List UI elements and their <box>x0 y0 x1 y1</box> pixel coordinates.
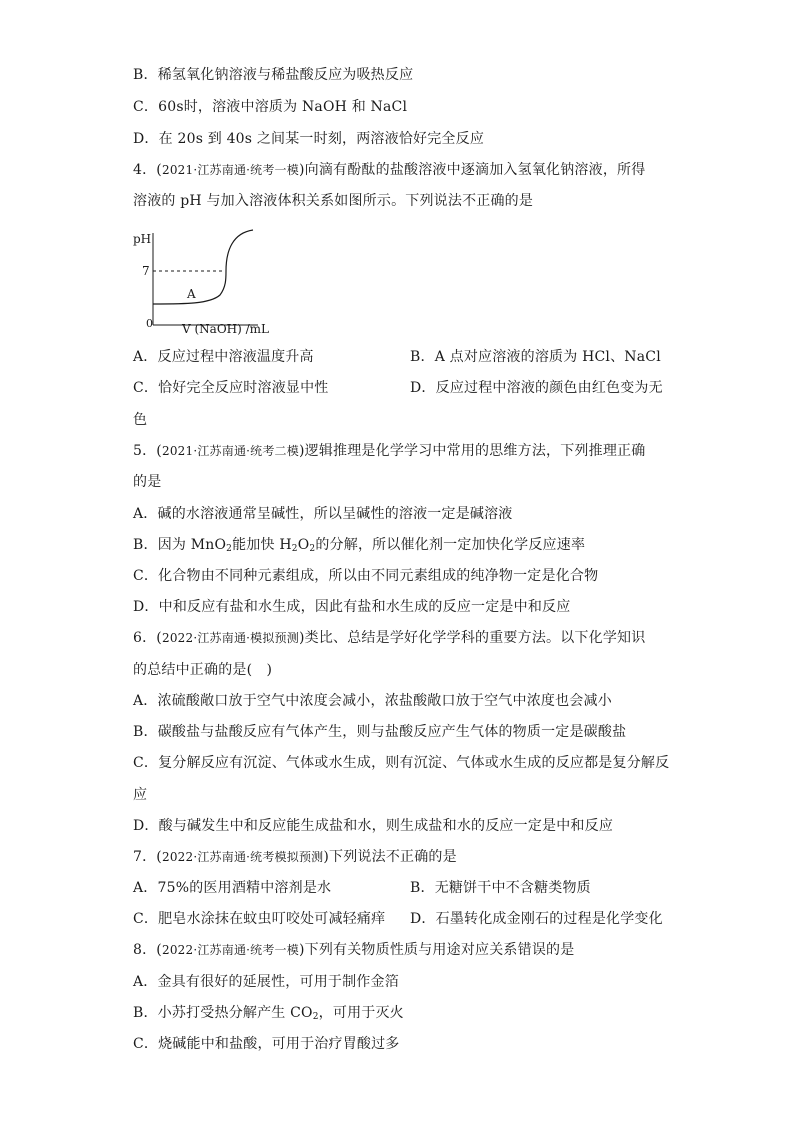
q6-option-c-wrap: 应 <box>133 787 148 803</box>
q5-option-b-text: 的分解，所以催化剂一定加快化学反应速率 <box>315 537 586 553</box>
q4-options-row1 <box>133 348 661 366</box>
q7-option-c: C．肥皂水涂抹在蚊虫叮咬处可减轻痛痒 <box>133 911 386 927</box>
q5-source: 2021·江苏南通·统考二模 <box>161 444 299 458</box>
q6-option-c: C．复分解反应有沉淀、气体或水生成，则有沉淀、气体或水生成的反应都是复分解反 <box>133 755 670 771</box>
q7-source: 2022·江苏南通·统考模拟预测 <box>161 850 324 864</box>
y-axis-label: pH <box>133 232 152 246</box>
q5-stem-line2: 的是 <box>133 474 162 490</box>
q6-option-a: A．浓硫酸敞口放于空气中浓度会减小，浓盐酸敞口放于空气中浓度也会减小 <box>133 693 612 709</box>
q7-stem-text: )下列说法不正确的是 <box>323 849 457 865</box>
q4-option-a: A．反应过程中溶液温度升高 <box>133 349 314 365</box>
point-a-label: A <box>187 287 196 301</box>
ph-curve <box>153 230 253 304</box>
q8-source: 2022·江苏南通·统考一模 <box>161 943 299 957</box>
subscript: 2 <box>226 544 233 554</box>
q5-option-b <box>133 536 585 554</box>
q7-options-row1 <box>133 879 591 897</box>
q5-option-b-text: O <box>297 537 310 553</box>
origin-label: 0 <box>146 317 153 330</box>
q4-stem-line2: 溶液的 pH 与加入溶液体积关系如图所示。下列说法不正确的是 <box>133 193 534 209</box>
q5-stem-line1 <box>133 442 645 460</box>
q3-option-d: D．在 20s 到 40s 之间某一时刻，两溶液恰好完全反应 <box>133 131 485 147</box>
q4-options-row2 <box>133 379 663 397</box>
q8-stem <box>133 941 574 959</box>
q7-option-a: A．75%的医用酒精中溶剂是水 <box>133 880 332 896</box>
q7-option-b: B．无糖饼干中不含糖类物质 <box>410 880 591 896</box>
q4-option-c: C．恰好完全反应时溶液显中性 <box>133 380 329 396</box>
q7-option-d: D．石墨转化成金刚石的过程是化学变化 <box>410 911 663 927</box>
q6-number: 6．( <box>133 630 162 646</box>
q4-option-b: B．A 点对应溶液的溶质为 HCl、NaCl <box>410 349 661 365</box>
q8-option-b <box>133 1004 404 1022</box>
ph-curve-chart <box>130 225 290 340</box>
q3-option-c: C．60s时，溶液中溶质为 NaOH 和 NaCl <box>133 99 408 115</box>
q6-stem-text1: )类比、总结是学好化学学科的重要方法。以下化学知识 <box>298 630 646 646</box>
y-tick-7: 7 <box>142 264 150 278</box>
subscript: 2 <box>309 544 316 554</box>
q7-stem <box>133 848 457 866</box>
q4-source: 2021·江苏南通·统考一模 <box>161 163 299 177</box>
q6-stem-line1 <box>133 629 645 647</box>
q4-option-d: D．反应过程中溶液的颜色由红色变为无 <box>410 380 663 396</box>
q4-option-d-wrap: 色 <box>133 412 148 428</box>
q5-option-c: C．化合物由不同种元素组成，所以由不同元素组成的纯净物一定是化合物 <box>133 568 599 584</box>
x-axis-label: V (NaOH) /mL <box>182 322 270 336</box>
q5-option-d: D．中和反应有盐和水生成，因此有盐和水生成的反应一定是中和反应 <box>133 599 571 615</box>
q5-stem-text1: )逻辑推理是化学学习中常用的思维方法，下列推理正确 <box>298 443 646 459</box>
q8-option-b-text: ，可用于灭火 <box>318 1005 404 1021</box>
q4-number: 4．( <box>133 162 162 178</box>
q6-source: 2022·江苏南通·模拟预测 <box>161 631 299 645</box>
q8-stem-text: )下列有关物质性质与用途对应关系错误的是 <box>298 942 575 958</box>
q8-option-c: C．烧碱能中和盐酸，可用于治疗胃酸过多 <box>133 1036 400 1052</box>
q3-option-b: B．稀氢氧化钠溶液与稀盐酸反应为吸热反应 <box>133 67 414 83</box>
q7-number: 7．( <box>133 849 162 865</box>
q6-option-d: D．酸与碱发生中和反应能生成盐和水，则生成盐和水的反应一定是中和反应 <box>133 818 614 834</box>
q5-option-b-text: 能加快 H <box>232 537 292 553</box>
q6-stem-line2: 的总结中正确的是( ) <box>133 662 273 678</box>
q5-number: 5．( <box>133 443 162 459</box>
subscript: 2 <box>312 1012 319 1022</box>
q8-option-b-text: B．小苏打受热分解产生 CO <box>133 1005 313 1021</box>
q7-options-row2 <box>133 910 663 928</box>
q8-number: 8．( <box>133 942 162 958</box>
q4-stem-text1: )向滴有酚酞的盐酸溶液中逐滴加入氢氧化钠溶液，所得 <box>298 162 646 178</box>
q4-stem-line1 <box>133 161 645 179</box>
q6-option-b: B．碳酸盐与盐酸反应有气体产生，则与盐酸反应产生气体的物质一定是碳酸盐 <box>133 724 627 740</box>
subscript: 2 <box>291 544 298 554</box>
q5-option-a: A．碱的水溶液通常呈碱性，所以呈碱性的溶液一定是碱溶液 <box>133 506 513 522</box>
q5-option-b-text: B．因为 MnO <box>133 537 227 553</box>
q8-option-a: A．金具有很好的延展性，可用于制作金箔 <box>133 974 399 990</box>
